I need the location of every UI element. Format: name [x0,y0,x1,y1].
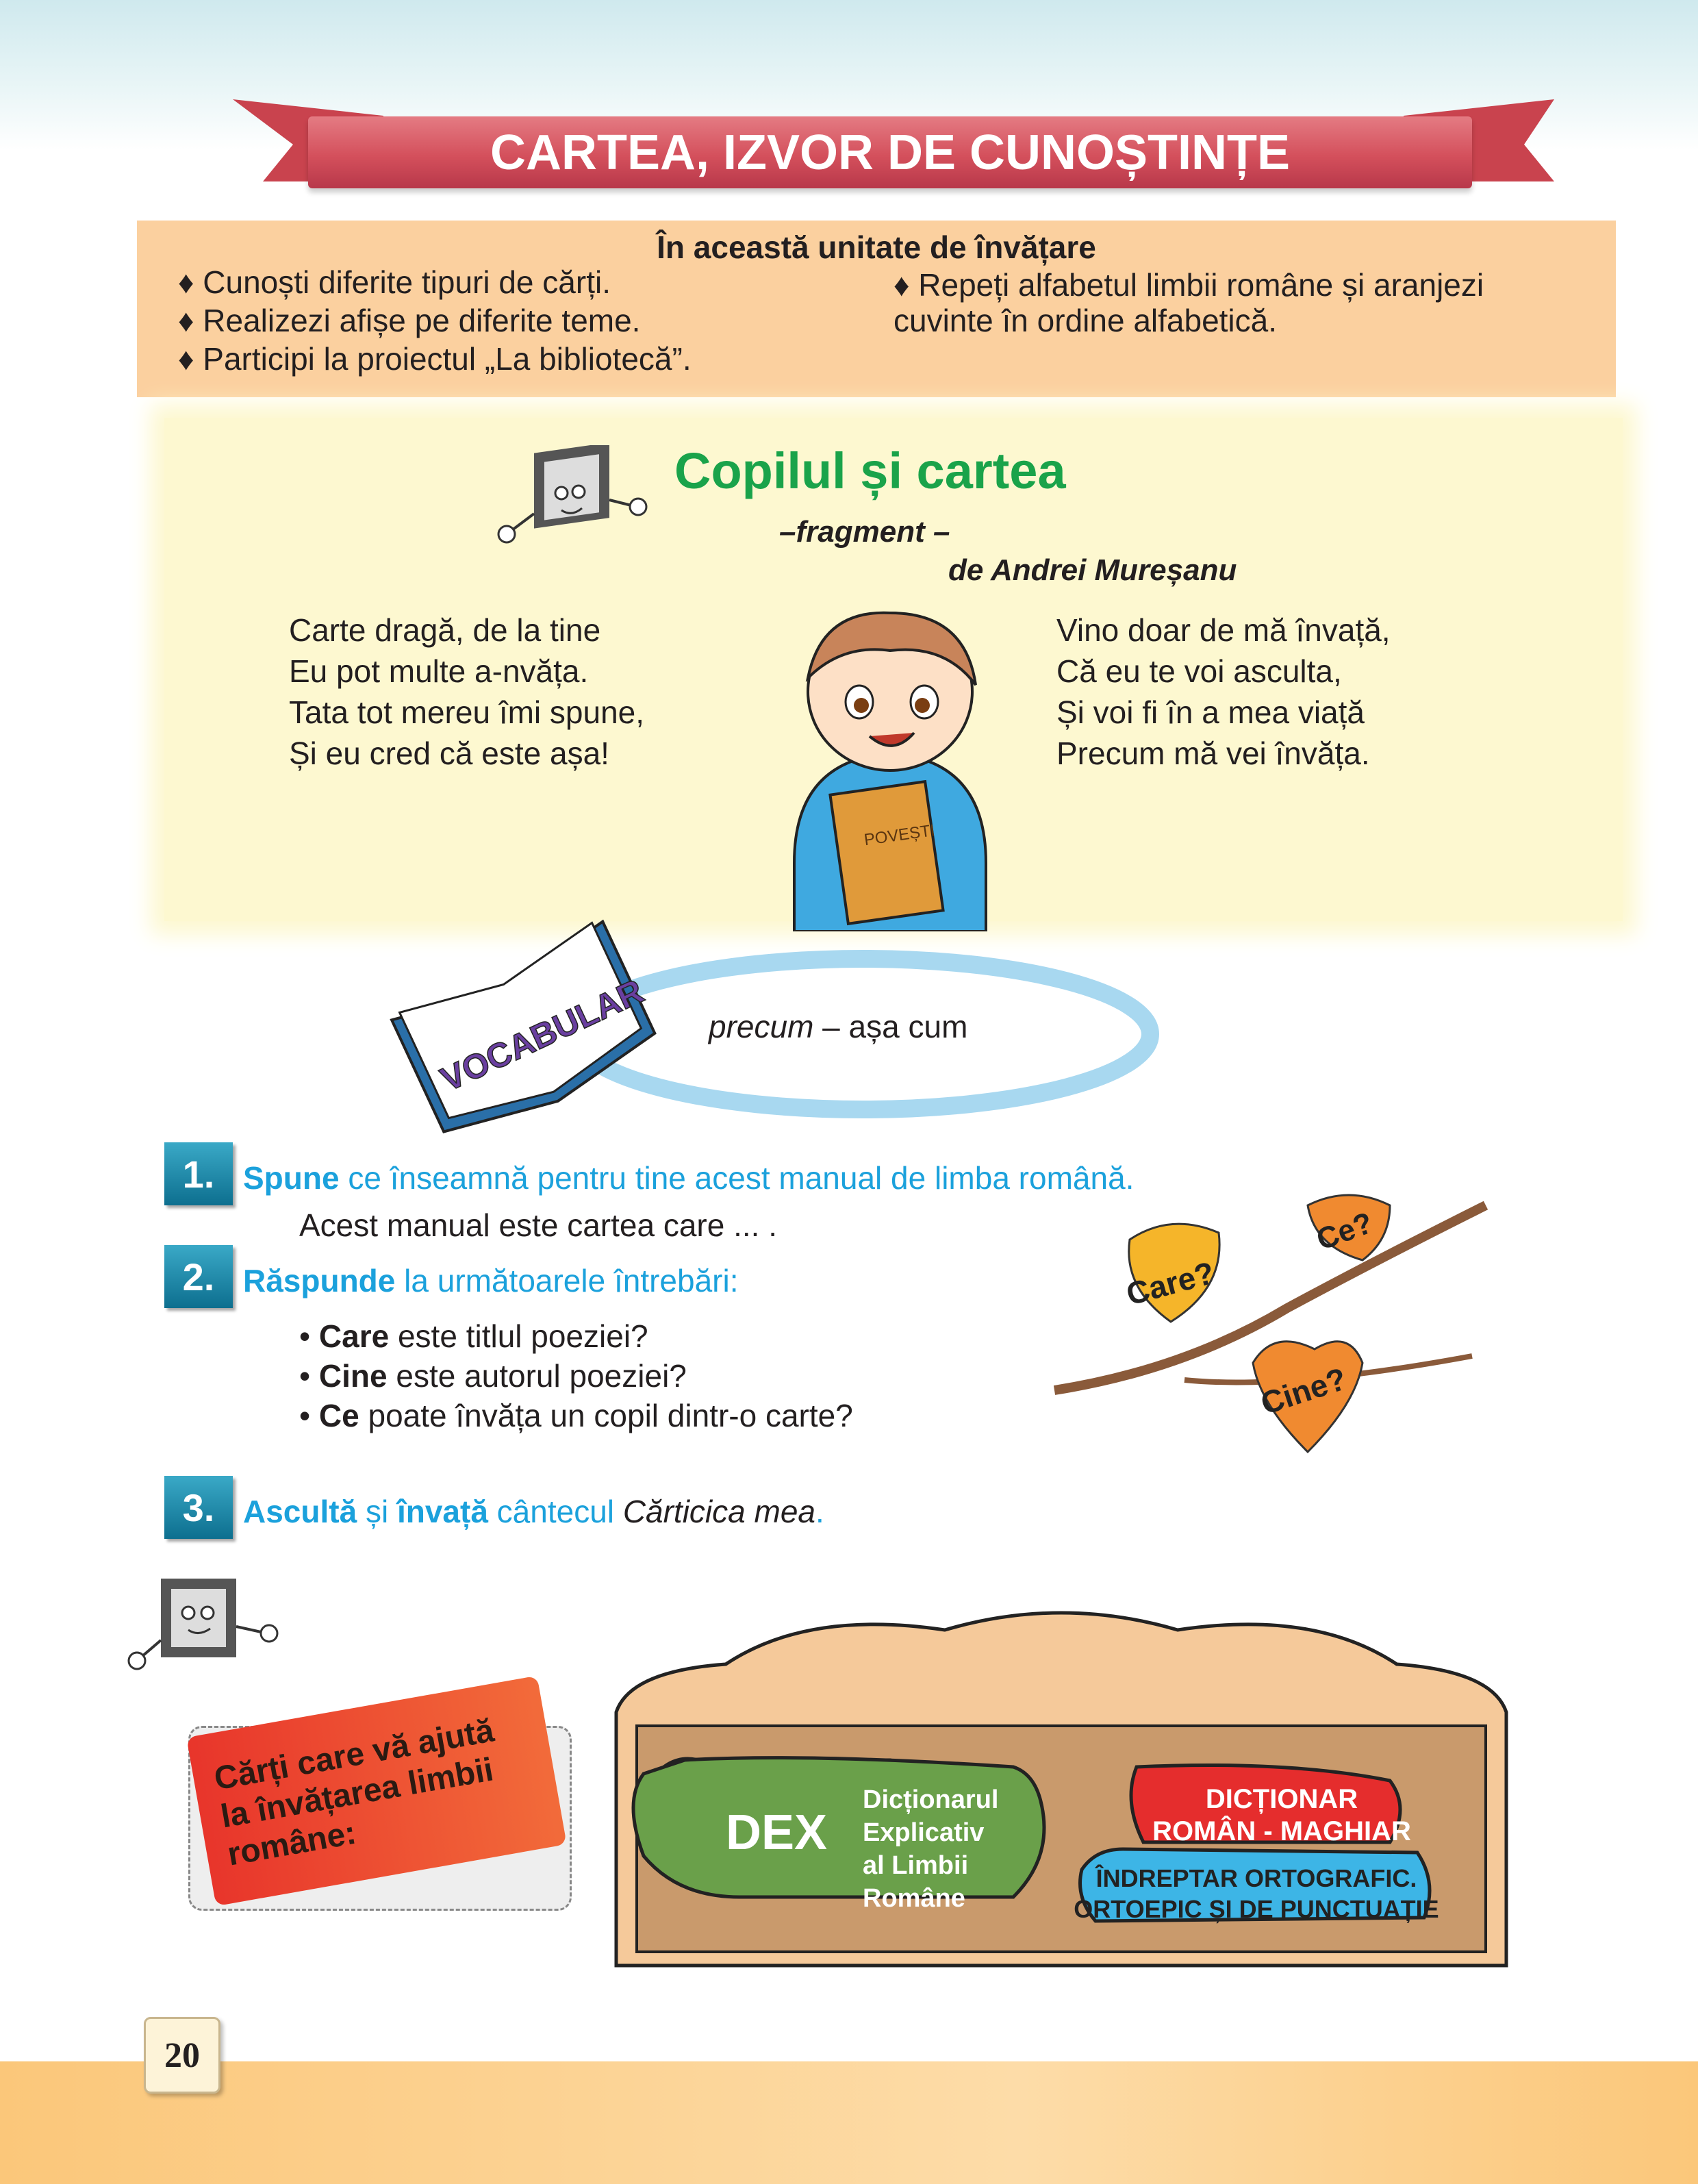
goal-item: Participi la proiectul „La bibliotecă”. [203,341,692,377]
poem-title: Copilul și cartea [674,442,1066,499]
poem-line: Eu pot multe a-nvăța. [289,653,589,689]
film-mascot-icon [493,445,657,555]
goal-item: Cunoști diferite tipuri de cărți. [203,264,611,300]
red-book-title: DICȚIONAR [1205,1784,1358,1814]
footer-band [0,2061,1698,2184]
poem-line: Carte dragă, de la tine [289,612,601,648]
poem-line: Și eu cred că este așa! [289,736,609,771]
leaf-label: Cine? [1256,1360,1351,1422]
poem-author: de Andrei Mureșanu [948,553,1237,587]
dex-logo: DEX [726,1805,828,1860]
poem-stanza-right [1056,610,1391,774]
question-item: • Cine este autorul poeziei? [299,1358,687,1394]
poem-line: Vino doar de mă învață, [1056,612,1391,648]
page-number: 20 [144,2017,220,2094]
poem-subtitle: –fragment – [779,515,950,549]
vocabulary-label: VOCABULAR [435,971,650,1099]
question-item: • Ce poate învăța un copil dintr-o carte? [299,1398,853,1433]
goal-item: Realizezi afișe pe diferite teme. [203,303,641,338]
goals-heading: În această unitate de învățare [657,229,1096,265]
question-item: • Care este titlul poeziei? [299,1318,648,1354]
task-2-instruction: Răspunde la următoarele întrebări: [243,1263,739,1298]
task-2-questions [299,1316,853,1435]
task-3-instruction: Ascultă și învață cântecul Cărticica mea. [243,1494,824,1529]
vocab-definition: – așa cum [822,1009,968,1044]
unit-title: CARTEA, IZVOR DE CUNOȘTINȚE [308,116,1472,188]
red-book-title: ROMÂN - MAGHIAR [1152,1816,1411,1846]
vocab-term: precum [709,1009,814,1044]
film-mascot-icon [127,1565,291,1681]
task-number-badge: 1. [164,1142,233,1205]
dex-title-line: al Limbii [863,1851,969,1880]
unit-goals-box: În această unitate de învățare ♦ Cunoști diferite tipuri de cărți. ♦ Realizezi afișe pe diferite teme. ♦ Participi la proiectul „La bibliotecă”. ♦ Repeți alfabetul limbii române și aranjezi cuvinte în ordine alfabetică. [137,221,1616,397]
book-cover-label: POVEȘTI [863,821,937,850]
poem-line: Că eu te voi asculta, [1056,653,1342,689]
task-number-badge: 3. [164,1476,233,1539]
poem-line: Tata tot mereu îmi spune, [289,694,645,730]
bookshelf-illustration [603,1596,1520,1972]
dex-title-line: Române [863,1884,965,1913]
goal-item: Repeți alfabetul limbii române și aranjezi cuvinte în ordine alfabetică. [894,267,1484,338]
poem-stanza-left [289,610,644,774]
poem-line: Precum mă vei învăța. [1056,736,1370,771]
task-1-sentence-start: Acest manual este cartea care ... . [299,1207,777,1243]
task-1-instruction: Spune ce înseamnă pentru tine acest manual de limba română. [243,1160,1135,1196]
reference-books-sticker: Cărți care vă ajută la învățarea limbii române: [186,1676,567,1906]
blue-book-title: ÎNDREPTAR ORTOGRAFIC. [1095,1864,1417,1892]
leaf-label: Ce? [1312,1205,1378,1257]
task-number-badge: 2. [164,1245,233,1308]
boy-with-book-illustration [781,603,1000,931]
dex-title-line: Explicativ [863,1818,985,1847]
question-tree-illustration [1048,1185,1499,1466]
leaf-label: Care? [1122,1254,1218,1312]
blue-book-title: ORTOEPIC ȘI DE PUNCTUAȚIE [1074,1895,1439,1923]
dex-title-line: Dicționarul [863,1785,999,1814]
poem-line: Și voi fi în a mea viață [1056,694,1365,730]
vocab-entry [709,1008,967,1045]
